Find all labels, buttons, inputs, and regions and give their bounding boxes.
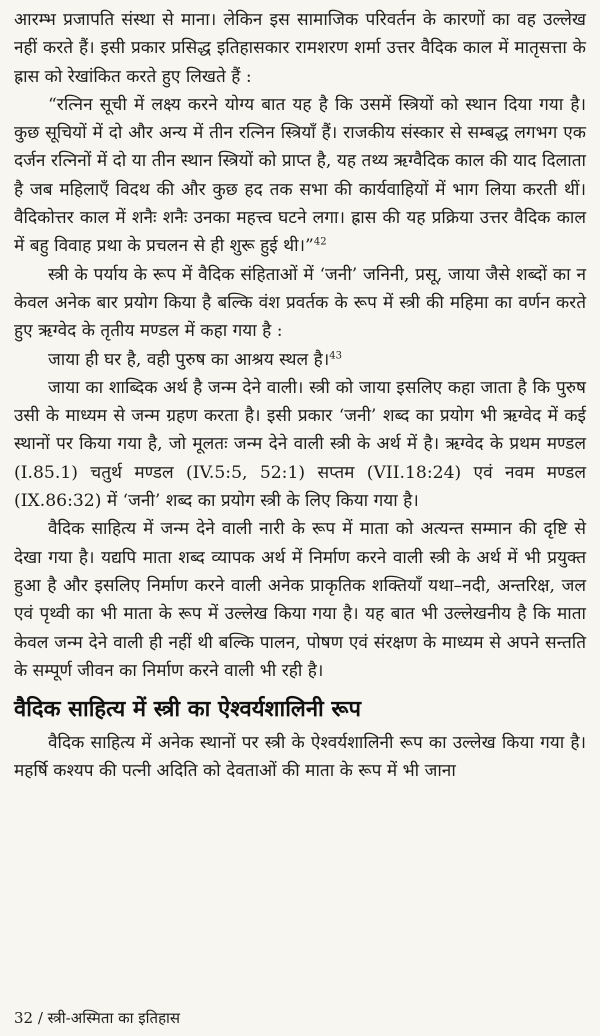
footnote-ref-43: 43 <box>329 349 342 361</box>
verse-text: जाया ही घर है, वही पुरुष का आश्रय स्थल है। <box>48 349 330 370</box>
footnote-ref-42: 42 <box>313 236 327 248</box>
paragraph-1: आरम्भ प्रजापति संस्था से माना। लेकिन इस सामाजिक परिवर्तन के कारणों का वह उल्लेख नहीं करते हैं। इसी प्रकार प्रसिद्ध इतिहासकार रामशरण शर्मा उत्तर वैदिक काल में मातृसत्ता के ह्रास को रेखांकित करते हुए लिखते हैं : <box>14 10 586 87</box>
quote-text: “रत्निन सूची में लक्ष्य करने योग्य बात यह है कि उसमें स्त्रियों को स्थान दिया गया है। कुछ सूचियों में दो और अन्य में तीन रत्निन स्त्रियाँ हैं। राजकीय संस्कार से सम्बद्ध लगभग एक दर्जन रत्निनों में दो या तीन स्थान स्त्रियों को प्राप्त है, यह तथ्य ऋग्वैदिक काल की याद दिलाता है जब महिलाएँ विदथ की और कुछ हद तक सभा की कार्यवाहियों में भाग लिया करती थीं। वैदिकोत्तर काल में शनैः शनैः उनका महत्त्व घटने लगा। ह्रास की यह प्रक्रिया उत्तर वैदिक काल में बहु विवाह प्रथा के प्रचलन से ही शुरू हुई थी।” <box>14 94 586 257</box>
page-footer: 32 / स्त्री-अस्मिता का इतिहास <box>14 1009 181 1027</box>
paragraph-quote <box>14 91 586 261</box>
paragraph-verse <box>14 346 586 374</box>
paragraph-7: वैदिक साहित्य में अनेक स्थानों पर स्त्री के ऐश्वर्यशालिनी रूप का उल्लेख किया गया है। महर्षि कश्यप की पत्नी अदिति को देवताओं की माता के रूप में भी जाना <box>14 733 586 782</box>
paragraph-5: जाया का शाब्दिक अर्थ है जन्म देने वाली। स्त्री को जाया इसलिए कहा जाता है कि पुरुष उसी के माध्यम से जन्म ग्रहण करता है। इसी प्रकार ‘जनी’ शब्द का प्रयोग भी ऋग्वेद में कई स्थानों पर किया गया है, जो मूलतः जन्म देने वाली स्त्री के अर्थ में है। ऋग्वेद के प्रथम मण्डल (I.85.1) चतुर्थ मण्डल (IV.5:5, 52:1) सप्तम (VII.18:24) एवं नवम मण्डल (IX.86:32) में ‘जनी’ शब्द का प्रयोग स्त्री के लिए किया गया है। <box>14 377 586 512</box>
section-heading: वैदिक साहित्य में स्त्री का ऐश्वर्यशालिनी रूप <box>14 697 361 723</box>
paragraph-6: वैदिक साहित्य में जन्म देने वाली नारी के रूप में माता को अत्यन्त सम्मान की दृष्टि से देखा गया है। यद्यपि माता शब्द व्यापक अर्थ में निर्माण करने वाली स्त्री के अर्थ में भी प्रयुक्त हुआ है और इसलिए निर्माण करने वाली अनेक प्राकृतिक शक्तियाँ यथा–नदी, अन्तरिक्ष, जल एवं पृथ्वी का भी माता के रूप में उल्लेख किया गया है। यह बात भी उल्लेखनीय है कि माता केवल जन्म देने वाली ही नहीं थी बल्कि पालन, पोषण एवं संरक्षण के माध्यम से अपने सन्तति के सम्पूर्ण जीवन का निर्माण करने वाली भी रही है। <box>14 519 586 681</box>
paragraph-3: स्त्री के पर्याय के रूप में वैदिक संहिताओं में ‘जनी’ जनिनी, प्रसू, जाया जैसे शब्दों का न केवल अनेक बार प्रयोग किया है बल्कि वंश प्रवर्तक के रूप में स्त्री की महिमा का वर्णन करते हुए ऋग्वेद के तृतीय मण्डल में कहा गया है : <box>14 264 586 342</box>
